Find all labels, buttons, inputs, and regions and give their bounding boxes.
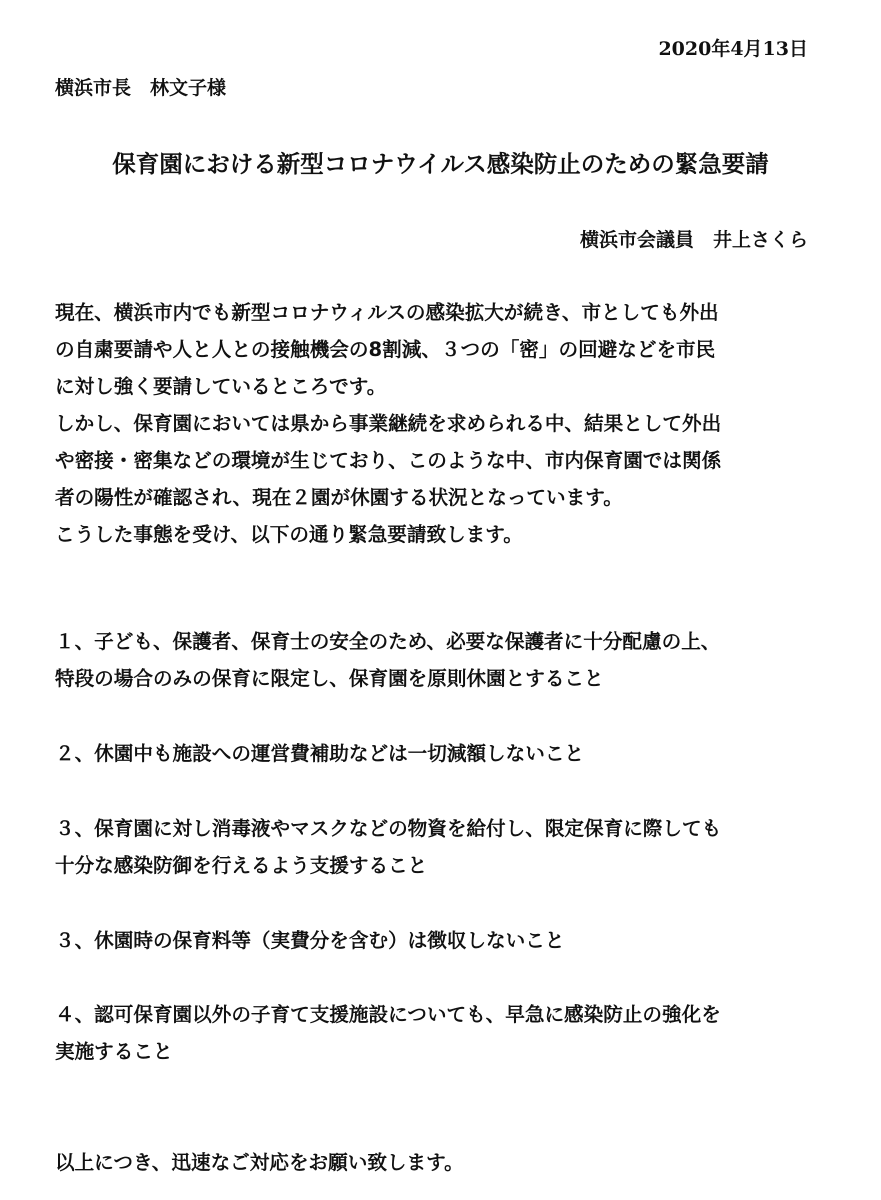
request-line: ３、休園時の保育料等（実費分を含む）は徴収しないこと (55, 929, 565, 952)
request-item-2 (55, 735, 825, 772)
letter-title: 保育園における新型コロナウイルス感染防止のための緊急要請 (112, 150, 769, 178)
intro-paragraph (55, 294, 825, 553)
request-line: 実施すること (55, 1040, 173, 1063)
request-line: 特段の場合のみの保育に限定し、保育園を原則休園とすること (55, 667, 604, 690)
intro-line: に対し強く要請しているところです。 (55, 375, 387, 398)
closing-remark (55, 1144, 825, 1181)
request-line: ４、認可保育園以外の子育て支援施設についても、早急に感染防止の強化を (55, 1003, 721, 1026)
request-item-1 (55, 623, 825, 697)
intro-line: こうした事態を受け、以下の通り緊急要請致します。 (55, 523, 523, 546)
request-line: ２、休園中も施設への運営費補助などは一切減額しないこと (55, 742, 585, 765)
intro-line: や密接・密集などの環境が生じており、このような中、市内保育園では関係 (55, 449, 722, 472)
intro-line: しかし、保育園においては県から事業継続を求められる中、結果として外出 (55, 412, 722, 435)
sender-name: 横浜市会議員 井上さくら (579, 229, 808, 251)
intro-line: の自粛要請や人と人との接触機会の8割減、３つの「密」の回避などを市民 (55, 338, 716, 361)
addressee: 横浜市長 林文子様 (55, 77, 227, 99)
intro-line: 者の陽性が確認され、現在２園が休園する状況となっています。 (55, 486, 623, 509)
request-line: １、子ども、保護者、保育士の安全のため、必要な保護者に十分配慮の上、 (55, 630, 721, 653)
intro-line: 現在、横浜市内でも新型コロナウィルスの感染拡大が続き、市としても外出 (55, 301, 719, 324)
request-item-5 (55, 996, 825, 1070)
letter-date: 2020年4月13日 (658, 38, 808, 60)
request-line: ３、保育園に対し消毒液やマスクなどの物資を給付し、限定保育に際しても (55, 817, 722, 840)
request-item-4 (55, 922, 825, 959)
closing-line: 以上につき、迅速なご対応をお願い致します。 (55, 1151, 464, 1174)
request-item-3 (55, 810, 825, 884)
request-line: 十分な感染防御を行えるよう支援すること (55, 854, 428, 877)
